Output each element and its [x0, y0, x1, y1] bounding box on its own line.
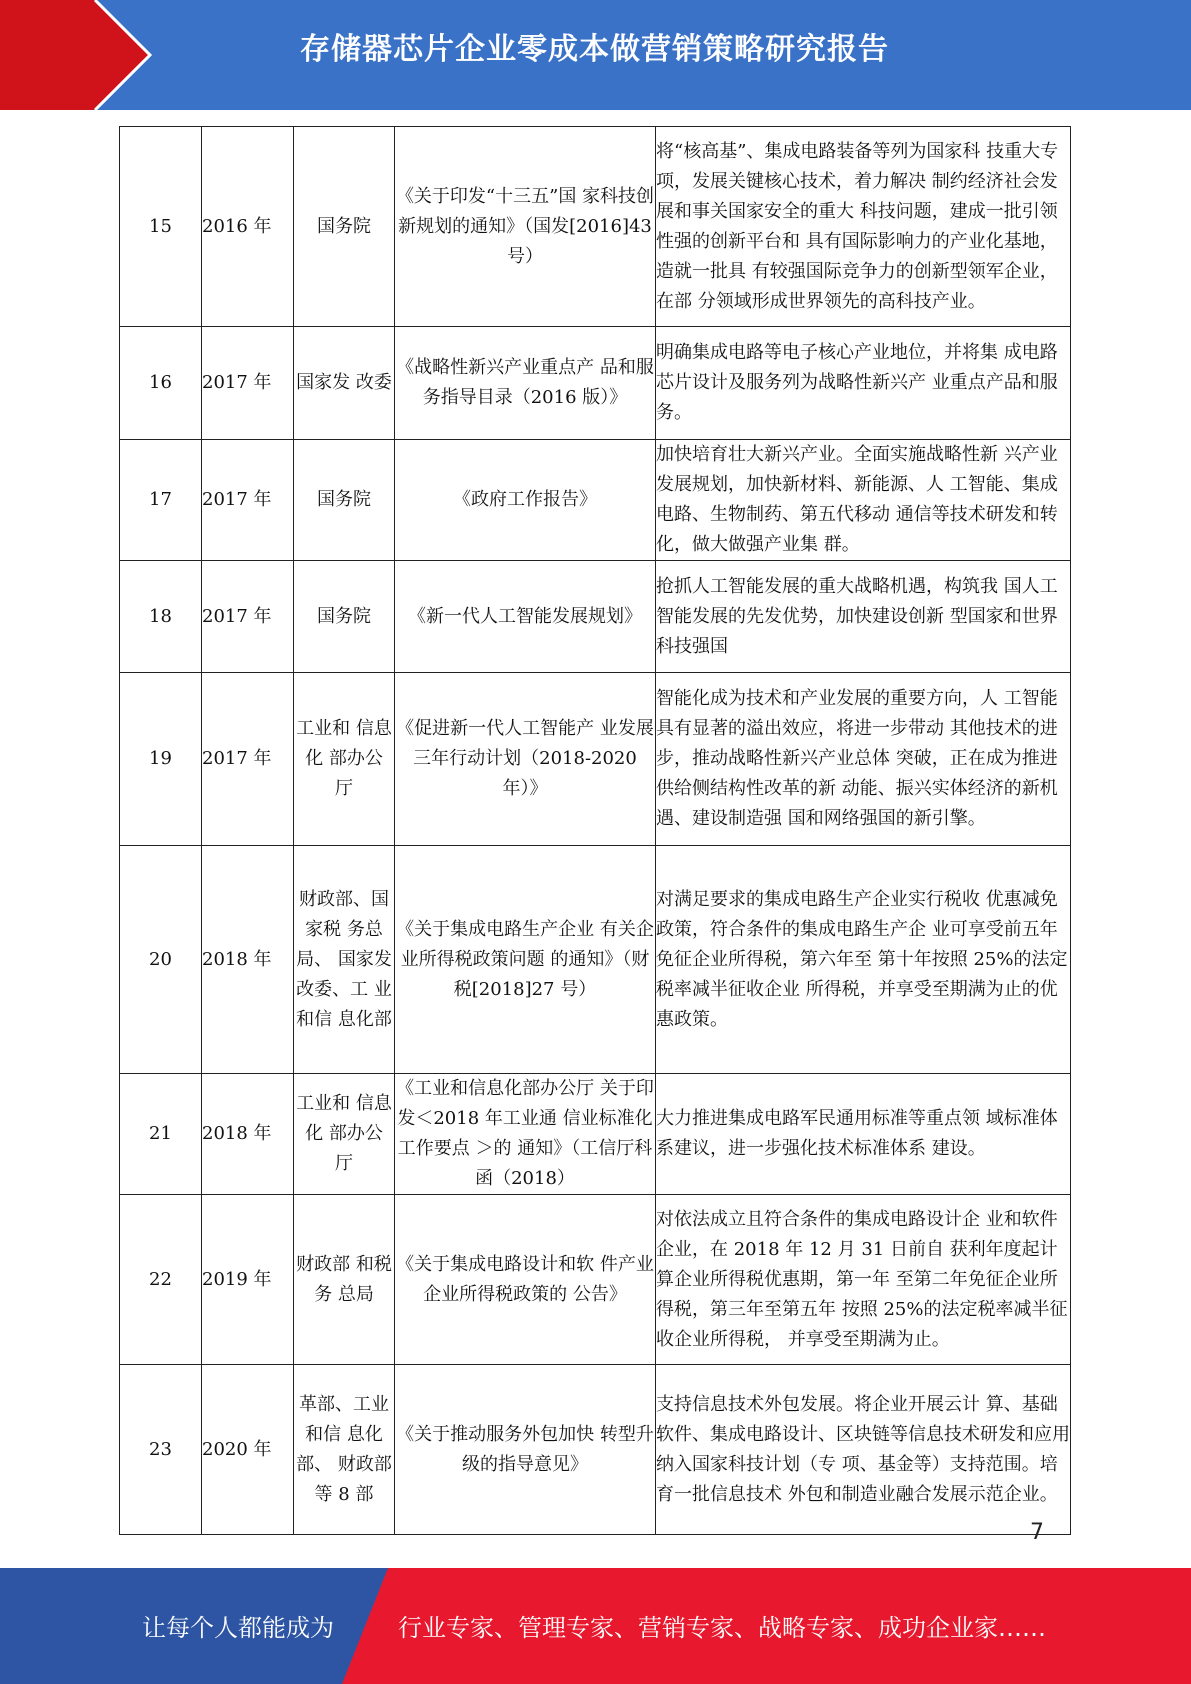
row-number: 15 [120, 127, 202, 327]
row-content: 支持信息技术外包发展。将企业开展云计 算、基础软件、集成电路设计、区块链等信息技术研发和应用纳入国家科技计划（专 项、基金等）支持范围。培育一批信息技术 外包和制造业融合发展示范企业。 [656, 1365, 1071, 1535]
row-document: 《关于集成电路生产企业 有关企业所得税政策问题 的通知》（财税[2018]27 号） [395, 846, 656, 1074]
table-row [120, 327, 1071, 440]
row-year: 2016 年 [202, 127, 294, 327]
document-title: 存储器芯片企业零成本做营销策略研究报告 [300, 32, 889, 67]
row-year: 2019 年 [202, 1195, 294, 1365]
row-year: 2017 年 [202, 561, 294, 673]
row-number: 20 [120, 846, 202, 1074]
row-document: 《关于印发“十三五”国 家科技创新规划的通知》（国发[2016]43 号） [395, 127, 656, 327]
row-document: 《关于推动服务外包加快 转型升级的指导意见》 [395, 1365, 656, 1535]
page-number: 7 [1030, 1520, 1044, 1545]
page-footer [0, 1568, 1191, 1684]
row-document: 《新一代人工智能发展规划》 [395, 561, 656, 673]
table-row [120, 127, 1071, 327]
row-number: 22 [120, 1195, 202, 1365]
row-number: 18 [120, 561, 202, 673]
row-number: 16 [120, 327, 202, 440]
row-number: 23 [120, 1365, 202, 1535]
row-content: 加快培育壮大新兴产业。全面实施战略性新 兴产业发展规划，加快新材料、新能源、人 工智能、集成电路、生物制药、第五代移动 通信等技术研发和转化，做大做强产业集 群。 [656, 440, 1071, 561]
row-content: 明确集成电路等电子核心产业地位，并将集 成电路芯片设计及服务列为战略性新兴产 业重点产品和服务。 [656, 327, 1071, 440]
row-document: 《工业和信息化部办公厅 关于印发＜2018 年工业通 信业标准化工作要点 ＞的 通知》（工信厅科函（2018） [395, 1074, 656, 1195]
row-year: 2018 年 [202, 1074, 294, 1195]
row-content: 智能化成为技术和产业发展的重要方向，人 工智能具有显著的溢出效应，将进一步带动 其他技术的进步，推动战略性新兴产业总体 突破，正在成为推进供给侧结构性改革的新 动能、振兴实体经济的新机遇、建设制造强 国和网络强国的新引擎。 [656, 673, 1071, 846]
table-row [120, 673, 1071, 846]
row-year: 2017 年 [202, 673, 294, 846]
row-content: 将“核高基”、集成电路装备等列为国家科 技重大专项，发展关键核心技术，着力解决 制约经济社会发展和事关国家安全的重大 科技问题，建成一批引领性强的创新平台和 具有国际影响力的产业化基地，造就一批具 有较强国际竞争力的创新型领军企业，在部 分领域形成世界领先的高科技产业。 [656, 127, 1071, 327]
row-document: 《促进新一代人工智能产 业发展三年行动计划（2018-2020 年）》 [395, 673, 656, 846]
row-department: 革部、工业和信 息化部、 财政部 等 8 部 [294, 1365, 395, 1535]
row-department: 国家发 改委 [294, 327, 395, 440]
row-department: 财政部 和税务 总局 [294, 1195, 395, 1365]
row-document: 《战略性新兴产业重点产 品和服务指导目录（2016 版）》 [395, 327, 656, 440]
row-number: 21 [120, 1074, 202, 1195]
row-department: 工业和 信息化 部办公 厅 [294, 1074, 395, 1195]
page-header [0, 0, 1191, 110]
table-row [120, 1365, 1071, 1535]
table-row [120, 561, 1071, 673]
row-content: 对满足要求的集成电路生产企业实行税收 优惠减免政策，符合条件的集成电路生产企 业可享受前五年免征企业所得税，第六年至 第十年按照 25%的法定税率减半征收企业 所得税，并享受至期满为止的优惠政策。 [656, 846, 1071, 1074]
table-row [120, 1074, 1071, 1195]
footer-slogan-right: 行业专家、管理专家、营销专家、战略专家、成功企业家…… [398, 1614, 1046, 1642]
row-department: 国务院 [294, 127, 395, 327]
row-department: 国务院 [294, 561, 395, 673]
row-document: 《政府工作报告》 [395, 440, 656, 561]
row-content: 大力推进集成电路军民通用标准等重点领 域标准体系建议，进一步强化技术标准体系 建设。 [656, 1074, 1071, 1195]
row-number: 19 [120, 673, 202, 846]
row-year: 2018 年 [202, 846, 294, 1074]
row-content: 对依法成立且符合条件的集成电路设计企 业和软件企业，在 2018 年 12 月 31 日前自 获利年度起计算企业所得税优惠期，第一年 至第二年免征企业所得税，第三年至第五年 按照 25%的法定税率减半征收企业所得税， 并享受至期满为止。 [656, 1195, 1071, 1365]
row-content: 抢抓人工智能发展的重大战略机遇，构筑我 国人工智能发展的先发优势，加快建设创新 型国家和世界科技强国 [656, 561, 1071, 673]
row-number: 17 [120, 440, 202, 561]
row-document: 《关于集成电路设计和软 件产业企业所得税政策的 公告》 [395, 1195, 656, 1365]
table-row [120, 1195, 1071, 1365]
row-department: 财政部、国家税 务总局、 国家发 改委、工 业和信 息化部 [294, 846, 395, 1074]
table-row [120, 440, 1071, 561]
row-year: 2020 年 [202, 1365, 294, 1535]
row-department: 工业和 信息化 部办公 厅 [294, 673, 395, 846]
row-year: 2017 年 [202, 440, 294, 561]
row-year: 2017 年 [202, 327, 294, 440]
footer-slogan-left: 让每个人都能成为 [142, 1614, 334, 1642]
row-department: 国务院 [294, 440, 395, 561]
policy-table [119, 126, 1071, 1535]
table-row [120, 846, 1071, 1074]
